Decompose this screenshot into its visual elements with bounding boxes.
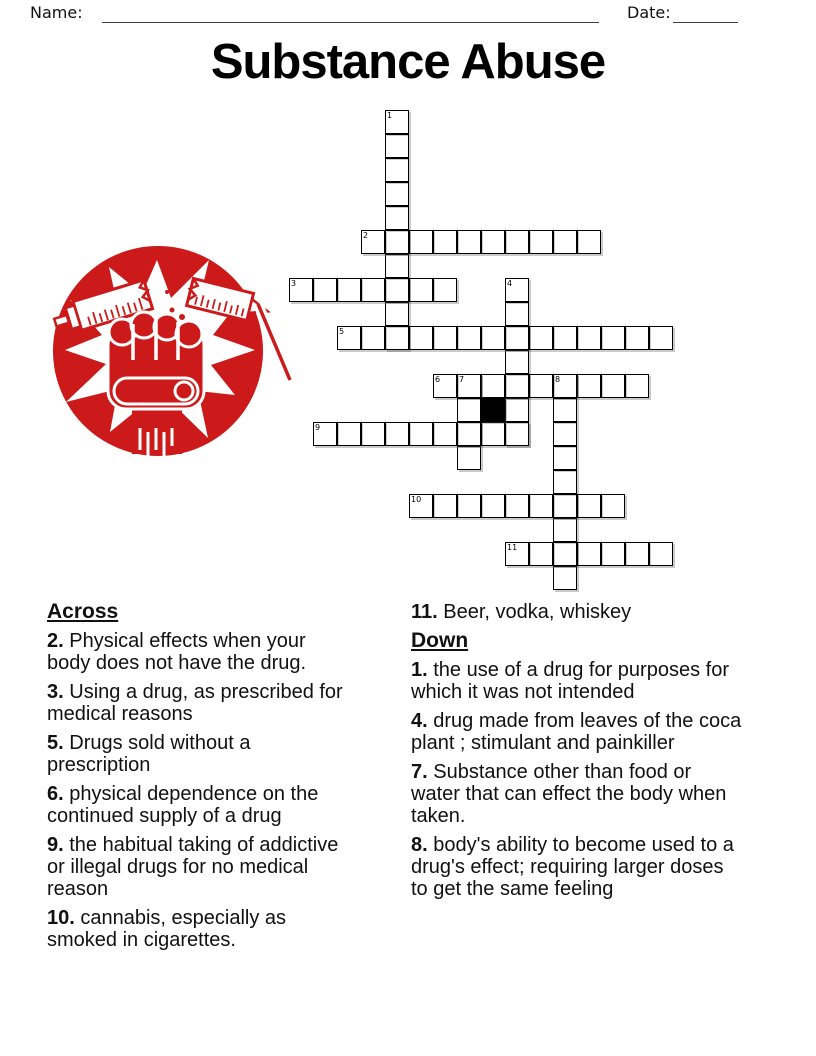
clue-number-11: 11 (507, 543, 518, 552)
grid-cell-16-13[interactable] (601, 494, 625, 518)
grid-cell-11-12[interactable] (577, 374, 601, 398)
grid-cell-11-14[interactable] (625, 374, 649, 398)
grid-cell-9-14[interactable] (625, 326, 649, 350)
grid-cell-11-9[interactable] (505, 374, 529, 398)
grid-cell-9-3[interactable] (361, 326, 385, 350)
clue-number-2: 2 (363, 231, 369, 240)
down-heading: Down (411, 629, 469, 652)
clue-8: 8. body's ability to become used to a drug's effect; requiring larger doses to get the same feeling (411, 834, 734, 900)
grid-cell-18-15[interactable] (649, 542, 673, 566)
clue-num-9: 9. (47, 834, 70, 856)
clue-num-1: 1. (411, 659, 434, 681)
grid-cell-9-5[interactable] (409, 326, 433, 350)
grid-cell-9-9[interactable] (505, 326, 529, 350)
grid-black-cell (481, 398, 505, 422)
grid-cell-18-13[interactable] (601, 542, 625, 566)
clue-num-7: 7. (411, 761, 434, 783)
grid-cell-12-9[interactable] (505, 398, 529, 422)
grid-cell-7-4[interactable] (385, 278, 409, 302)
grid-cell-9-4[interactable] (385, 326, 409, 350)
fist-syringe-graphic (52, 232, 297, 467)
grid-cell-12-11[interactable] (553, 398, 577, 422)
grid-cell-16-9[interactable] (505, 494, 529, 518)
grid-cell-5-4[interactable] (385, 230, 409, 254)
grid-cell-start-9[interactable] (313, 422, 337, 446)
grid-cell-13-9[interactable] (505, 422, 529, 446)
grid-cell-7-5[interactable] (409, 278, 433, 302)
clue-num-8: 8. (411, 834, 434, 856)
grid-cell-5-5[interactable] (409, 230, 433, 254)
clue-number-4: 4 (507, 279, 513, 288)
grid-cell-16-6[interactable] (433, 494, 457, 518)
grid-cell-14-11[interactable] (553, 446, 577, 470)
grid-cell-8-9[interactable] (505, 302, 529, 326)
grid-cell-9-15[interactable] (649, 326, 673, 350)
clue-num-10: 10. (47, 907, 81, 929)
grid-cell-9-10[interactable] (529, 326, 553, 350)
grid-cell-9-13[interactable] (601, 326, 625, 350)
clue-number-9: 9 (315, 423, 321, 432)
clue-10: 10. cannabis, especially as smoked in cigarettes. (47, 907, 287, 951)
grid-cell-18-12[interactable] (577, 542, 601, 566)
grid-cell-start-2[interactable] (361, 230, 385, 254)
grid-cell-9-11[interactable] (553, 326, 577, 350)
grid-cell-1-4[interactable] (385, 134, 409, 158)
grid-cell-19-11[interactable] (553, 566, 577, 590)
clue-6: 6. physical dependence on the continued supply of a drug (47, 783, 319, 827)
clue-num-6: 6. (47, 783, 70, 805)
clue-num-3: 3. (47, 681, 70, 703)
grid-cell-12-7[interactable] (457, 398, 481, 422)
clues-column-across (47, 601, 347, 958)
clue-7: 7. Substance other than food or water that can effect the body when taken. (411, 761, 727, 827)
grid-cell-2-4[interactable] (385, 158, 409, 182)
clue-number-1: 1 (387, 111, 393, 120)
grid-cell-9-7[interactable] (457, 326, 481, 350)
clue-number-6: 6 (435, 375, 441, 384)
grid-cell-start-8[interactable] (553, 374, 577, 398)
grid-cell-3-4[interactable] (385, 182, 409, 206)
clue-2: 2. Physical effects when your body does not have the drug. (47, 630, 307, 674)
grid-cell-15-11[interactable] (553, 470, 577, 494)
grid-cell-start-6[interactable] (433, 374, 457, 398)
grid-cell-5-7[interactable] (457, 230, 481, 254)
clue-number-10: 10 (411, 495, 422, 504)
clue-11: 11. Beer, vodka, whiskey (411, 601, 632, 623)
grid-cell-18-14[interactable] (625, 542, 649, 566)
grid-cell-4-4[interactable] (385, 206, 409, 230)
date-blank-line[interactable] (673, 6, 738, 23)
grid-cell-5-10[interactable] (529, 230, 553, 254)
clues-column-down (411, 601, 743, 907)
grid-cell-7-2[interactable] (337, 278, 361, 302)
grid-cell-17-11[interactable] (553, 518, 577, 542)
grid-cell-start-4[interactable] (505, 278, 529, 302)
across-heading: Across (47, 600, 119, 623)
grid-cell-5-12[interactable] (577, 230, 601, 254)
clue-num-4: 4. (411, 710, 434, 732)
grid-cell-13-11[interactable] (553, 422, 577, 446)
grid-cell-6-4[interactable] (385, 254, 409, 278)
grid-cell-11-10[interactable] (529, 374, 553, 398)
date-label: Date: (627, 3, 671, 22)
grid-cell-14-7[interactable] (457, 446, 481, 470)
grid-cell-start-3[interactable] (289, 278, 313, 302)
clue-num-2: 2. (47, 630, 70, 652)
clue-number-3: 3 (291, 279, 297, 288)
grid-cell-16-11[interactable] (553, 494, 577, 518)
name-label: Name: (30, 3, 83, 22)
grid-cell-13-6[interactable] (433, 422, 457, 446)
clue-num-5: 5. (47, 732, 70, 754)
grid-cell-13-2[interactable] (337, 422, 361, 446)
grid-cell-16-12[interactable] (577, 494, 601, 518)
grid-cell-13-5[interactable] (409, 422, 433, 446)
name-blank-line[interactable] (102, 6, 599, 23)
clue-1: 1. the use of a drug for purposes for which it was not intended (411, 659, 729, 703)
clue-num-11: 11. (411, 601, 444, 623)
grid-cell-5-9[interactable] (505, 230, 529, 254)
grid-cell-start-5[interactable] (337, 326, 361, 350)
grid-cell-9-6[interactable] (433, 326, 457, 350)
grid-cell-5-8[interactable] (481, 230, 505, 254)
grid-cell-11-13[interactable] (601, 374, 625, 398)
grid-cell-13-4[interactable] (385, 422, 409, 446)
grid-cell-13-3[interactable] (361, 422, 385, 446)
grid-cell-7-3[interactable] (361, 278, 385, 302)
grid-cell-18-10[interactable] (529, 542, 553, 566)
clue-number-8: 8 (555, 375, 561, 384)
grid-cell-13-7[interactable] (457, 422, 481, 446)
grid-cell-8-4[interactable] (385, 302, 409, 326)
grid-cell-start-10[interactable] (409, 494, 433, 518)
clue-4: 4. drug made from leaves of the coca plant ; stimulant and painkiller (411, 710, 742, 754)
grid-cell-9-12[interactable] (577, 326, 601, 350)
clue-5: 5. Drugs sold without a prescription (47, 732, 251, 776)
grid-cell-16-8[interactable] (481, 494, 505, 518)
clue-number-7: 7 (459, 375, 465, 384)
grid-cell-11-8[interactable] (481, 374, 505, 398)
grid-cell-start-7[interactable] (457, 374, 481, 398)
grid-cell-9-8[interactable] (481, 326, 505, 350)
grid-cell-7-6[interactable] (433, 278, 457, 302)
grid-cell-start-11[interactable] (505, 542, 529, 566)
grid-cell-5-11[interactable] (553, 230, 577, 254)
needle (258, 304, 290, 380)
fist-breaking-syringe-icon (52, 232, 297, 467)
clue-9: 9. the habitual taking of addictive or illegal drugs for no medical reason (47, 834, 339, 900)
grid-cell-16-10[interactable] (529, 494, 553, 518)
grid-cell-start-1[interactable] (385, 110, 409, 134)
crossword-grid (289, 110, 675, 592)
grid-cell-10-9[interactable] (505, 350, 529, 374)
clue-3: 3. Using a drug, as prescribed for medical reasons (47, 681, 343, 725)
grid-cell-16-7[interactable] (457, 494, 481, 518)
grid-cell-7-1[interactable] (313, 278, 337, 302)
grid-cell-18-11[interactable] (553, 542, 577, 566)
grid-cell-5-6[interactable] (433, 230, 457, 254)
page-title: Substance Abuse (210, 35, 606, 89)
clue-number-5: 5 (339, 327, 345, 336)
grid-cell-13-8[interactable] (481, 422, 505, 446)
